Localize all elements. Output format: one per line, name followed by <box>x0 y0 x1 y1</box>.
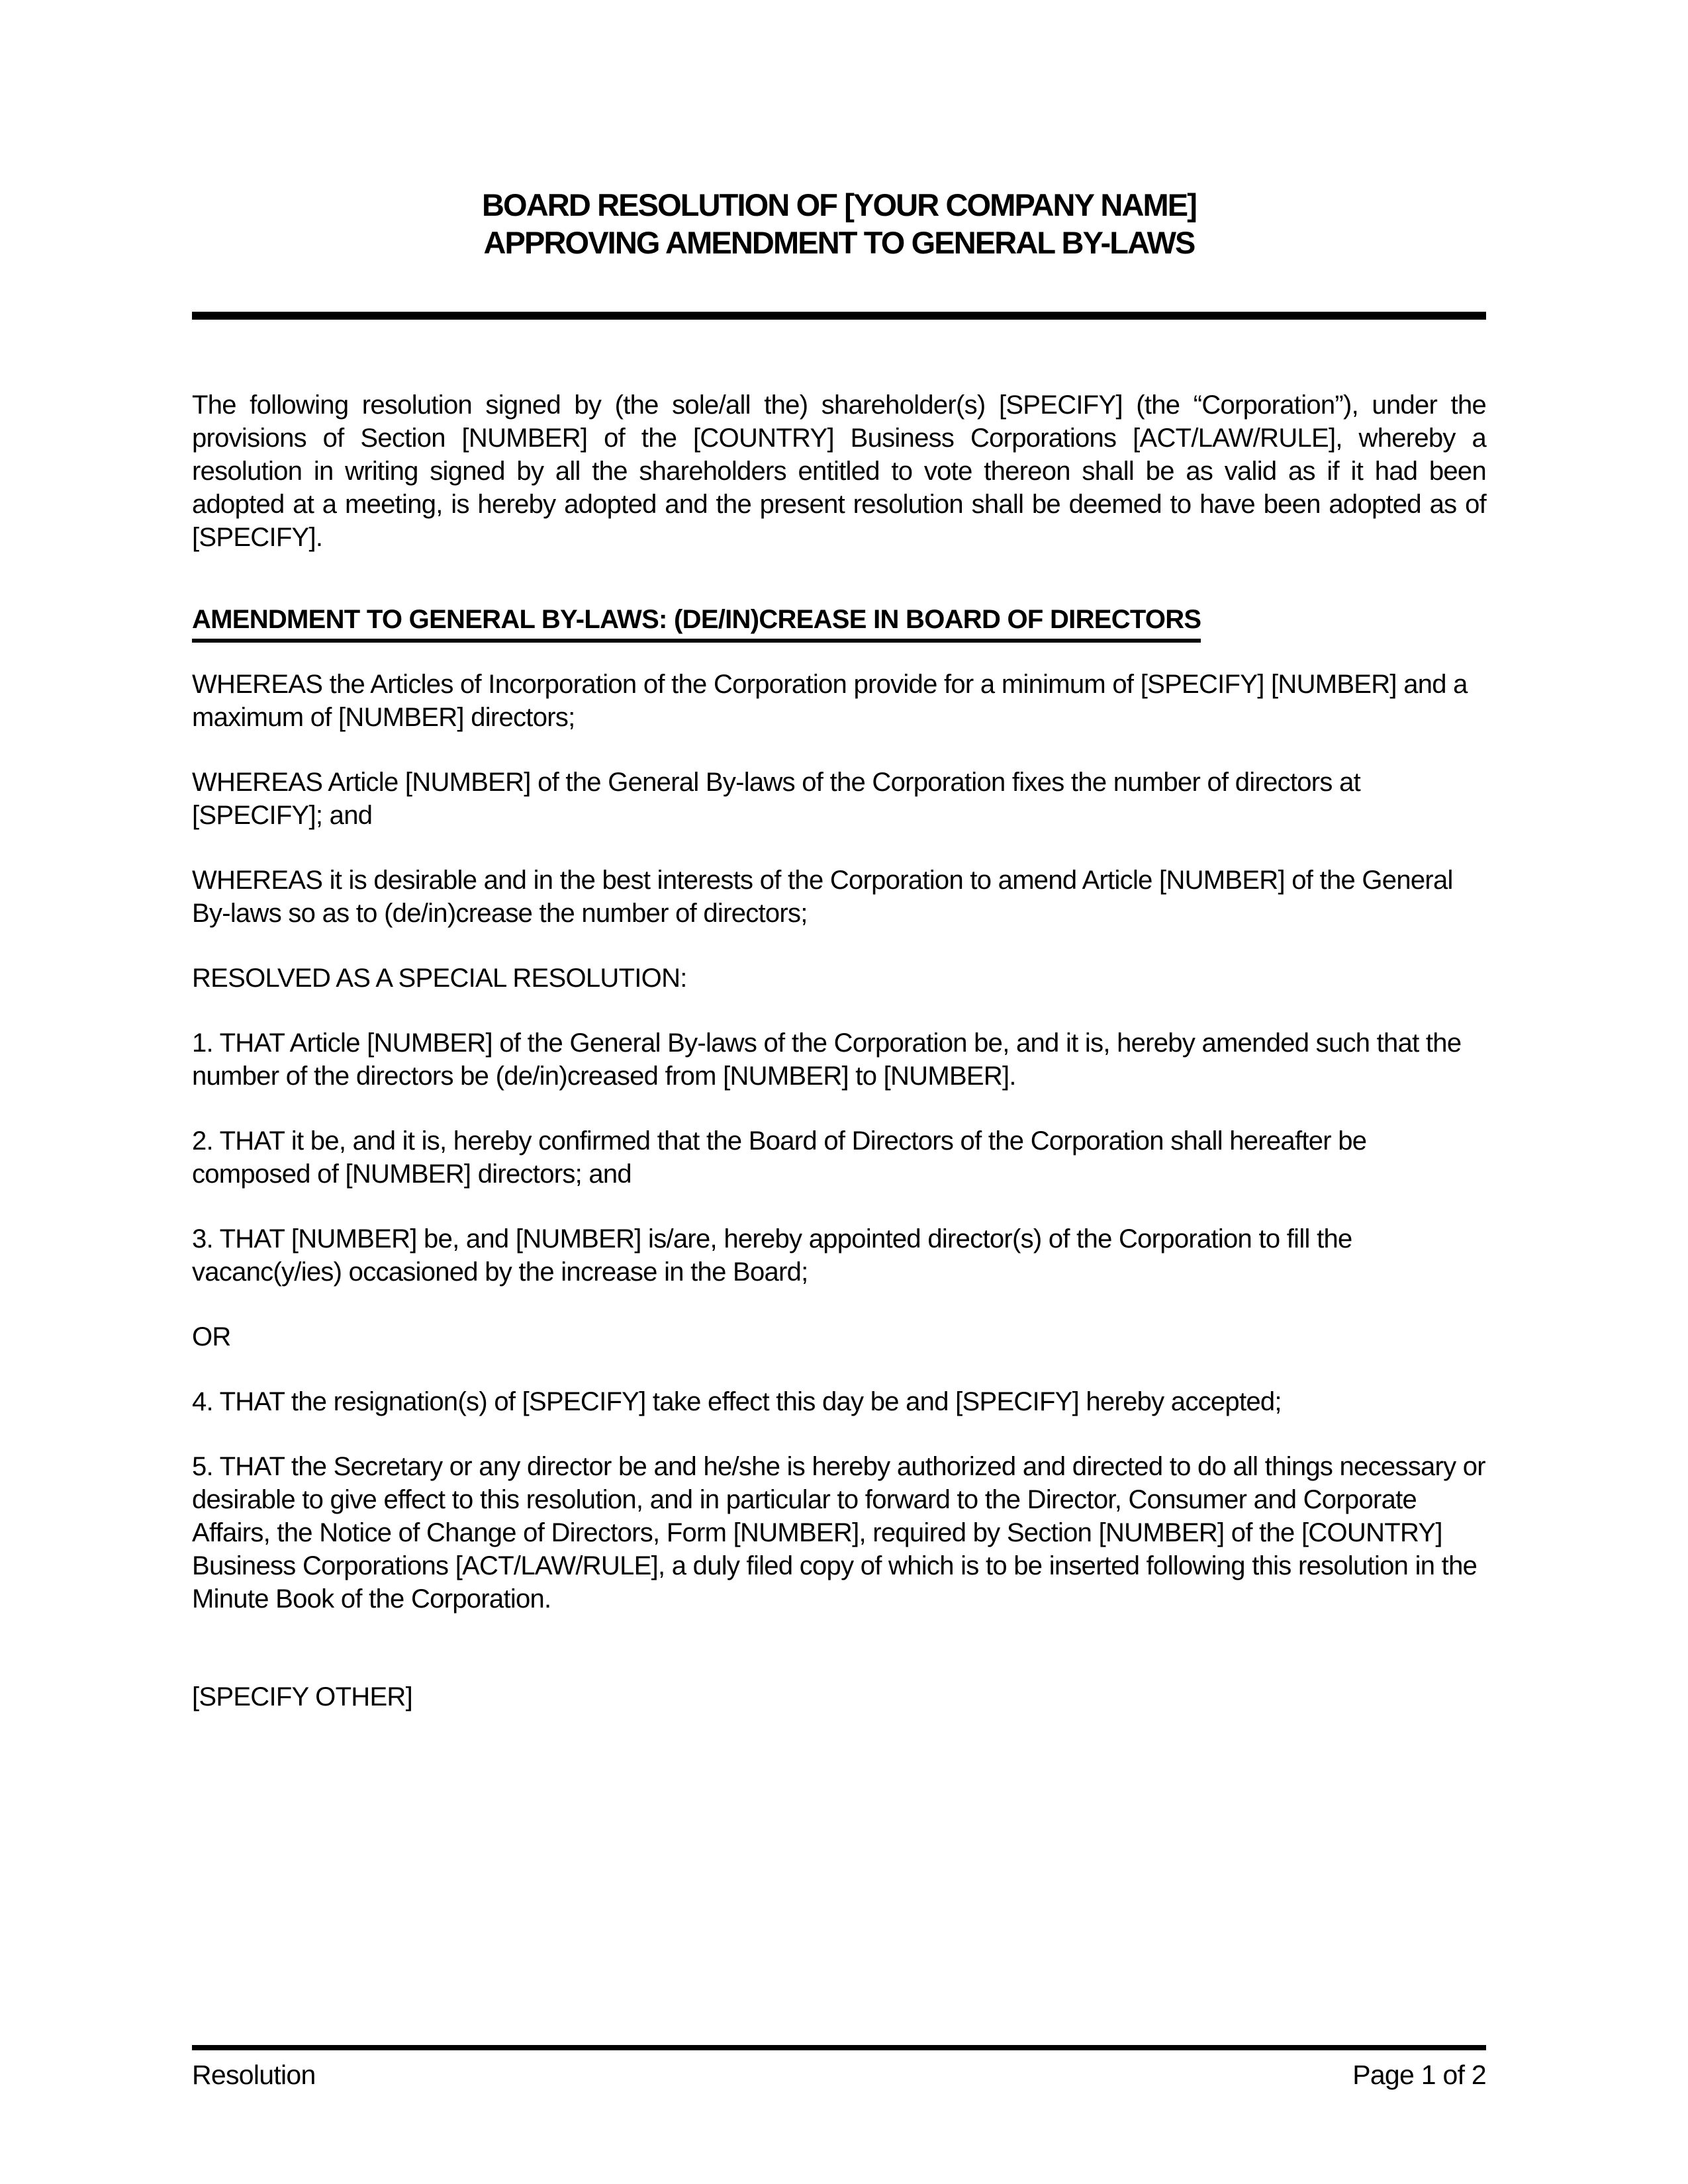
document-title-line-2: APPROVING AMENDMENT TO GENERAL BY-LAWS <box>483 225 1195 260</box>
whereas-clause-1: WHEREAS the Articles of Incorporation of the Corporation provide for a minimum of [SPECIFY] [NUMBER] and a maximum of [NUMBER] directors; <box>192 670 1468 732</box>
resolution-item-5: 5. THAT the Secretary or any director be and he/she is hereby authorized and directed to do all things necessary or desirable to give effect to this resolution, and in particular to forward to the Director, Consumer and Corporate Affairs, the Notice of Change of Directors, Form [NUMBER], required by Section [NUMBER] of the [COUNTRY] Business Corporations [ACT/LAW/RULE], a duly filed copy of which is to be inserted following this resolution in the Minute Book of the Corporation. <box>192 1452 1485 1614</box>
resolved-heading: RESOLVED AS A SPECIAL RESOLUTION: <box>192 964 687 993</box>
or-separator: OR <box>192 1322 231 1351</box>
section-heading <box>192 603 1486 636</box>
page-footer <box>192 2045 1486 2091</box>
document-title-line-1: BOARD RESOLUTION OF [YOUR COMPANY NAME] <box>481 187 1197 222</box>
title-divider-rule <box>192 312 1486 320</box>
whereas-clause-2: WHEREAS Article [NUMBER] of the General By-laws of the Corporation fixes the number of directors at [SPECIFY]; and <box>192 768 1360 830</box>
whereas-clause-3: WHEREAS it is desirable and in the best interests of the Corporation to amend Article [NUMBER] of the General By-laws so as to (de/in)crease the number of directors; <box>192 866 1453 928</box>
specify-other-placeholder: [SPECIFY OTHER] <box>192 1682 412 1711</box>
resolution-item-4: 4. THAT the resignation(s) of [SPECIFY] take effect this day be and [SPECIFY] hereby accepted; <box>192 1387 1282 1416</box>
resolution-item-2: 2. THAT it be, and it is, hereby confirmed that the Board of Directors of the Corporation shall hereafter be composed of [NUMBER] directors; and <box>192 1126 1367 1189</box>
resolution-item-3: 3. THAT [NUMBER] be, and [NUMBER] is/are, hereby appointed director(s) of the Corporation to fill the vacanc(y/ies) occasioned by the increase in the Board; <box>192 1224 1352 1287</box>
footer-page-number: Page 1 of 2 <box>1352 2060 1486 2090</box>
footer-document-type: Resolution <box>192 2060 316 2090</box>
intro-paragraph: The following resolution signed by (the sole/all the) shareholder(s) [SPECIFY] (the “Corporation”), under the provisions of Section [NUMBER] of the [COUNTRY] Business Corporations [ACT/LAW/RULE], whereby a resolution in writing signed by all the shareholders entitled to vote thereon shall be as valid as if it had been adopted at a meeting, is hereby adopted and the present resolution shall be deemed to have been adopted as of [SPECIFY]. <box>192 390 1486 552</box>
footer-divider-rule <box>192 2045 1486 2050</box>
resolution-item-1: 1. THAT Article [NUMBER] of the General By-laws of the Corporation be, and it is, hereby amended such that the number of the directors be (de/in)creased from [NUMBER] to [NUMBER]. <box>192 1028 1462 1091</box>
document-title <box>192 186 1486 261</box>
section-heading-text: AMENDMENT TO GENERAL BY-LAWS: (DE/IN)CREASE IN BOARD OF DIRECTORS <box>192 605 1201 643</box>
